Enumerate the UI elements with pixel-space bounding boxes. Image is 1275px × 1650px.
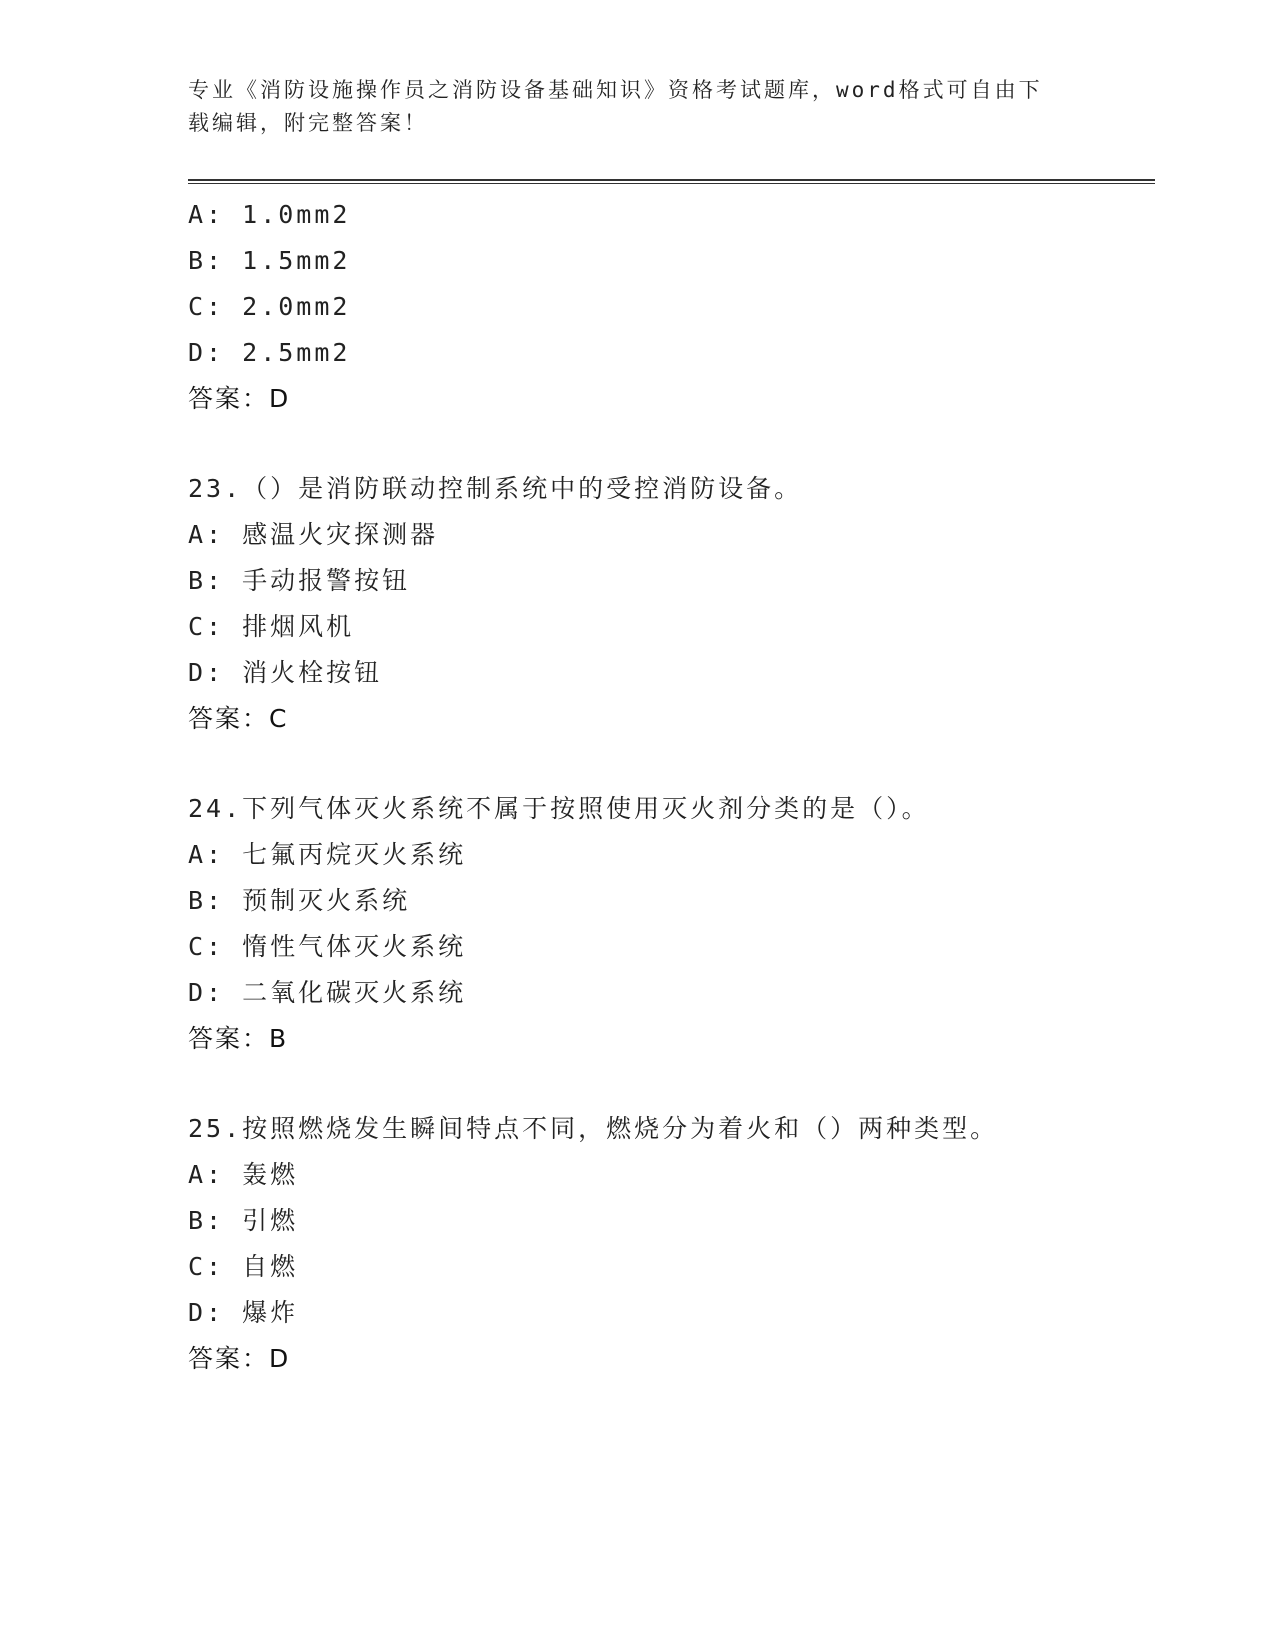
option-b: B: 1.5mm2	[188, 246, 351, 275]
option-d: D: 2.5mm2	[188, 338, 351, 367]
option-c: C: 自燃	[188, 1252, 299, 1281]
question-list	[188, 192, 1148, 1382]
option-c: C: 惰性气体灭火系统	[188, 932, 467, 961]
option-b: B: 预制灭火系统	[188, 886, 411, 915]
option-c: C: 排烟风机	[188, 612, 355, 641]
answer-line: 答案：C	[188, 704, 289, 733]
option-a: A: 1.0mm2	[188, 200, 351, 229]
option-b: B: 手动报警按钮	[188, 566, 411, 595]
question-block-23	[188, 466, 1148, 742]
question-block-25	[188, 1106, 1148, 1382]
option-d: D: 爆炸	[188, 1298, 299, 1327]
question-text: 23.（）是消防联动控制系统中的受控消防设备。	[188, 474, 803, 503]
spacer	[188, 742, 1148, 786]
document-header	[188, 74, 1068, 140]
option-a: A: 轰燃	[188, 1160, 299, 1189]
question-block-24	[188, 786, 1148, 1062]
header-divider-thick	[188, 179, 1155, 181]
option-a: A: 感温火灾探测器	[188, 520, 439, 549]
question-text: 24.下列气体灭火系统不属于按照使用灭火剂分类的是（）。	[188, 794, 930, 823]
answer-line: 答案：B	[188, 1024, 289, 1053]
option-b: B: 引燃	[188, 1206, 299, 1235]
question-block-22	[188, 192, 1148, 422]
header-line-1: 专业《消防设施操作员之消防设备基础知识》资格考试题库，word格式可自由下	[188, 78, 1043, 102]
spacer	[188, 422, 1148, 466]
answer-line: 答案：D	[188, 1344, 291, 1373]
option-a: A: 七氟丙烷灭火系统	[188, 840, 467, 869]
option-c: C: 2.0mm2	[188, 292, 351, 321]
header-divider-thin	[188, 183, 1155, 184]
option-d: D: 消火栓按钮	[188, 658, 383, 687]
option-d: D: 二氧化碳灭火系统	[188, 978, 467, 1007]
header-line-2: 载编辑，附完整答案！	[188, 111, 428, 135]
spacer	[188, 1062, 1148, 1106]
question-text: 25.按照燃烧发生瞬间特点不同，燃烧分为着火和（）两种类型。	[188, 1114, 999, 1143]
answer-line: 答案：D	[188, 384, 291, 413]
